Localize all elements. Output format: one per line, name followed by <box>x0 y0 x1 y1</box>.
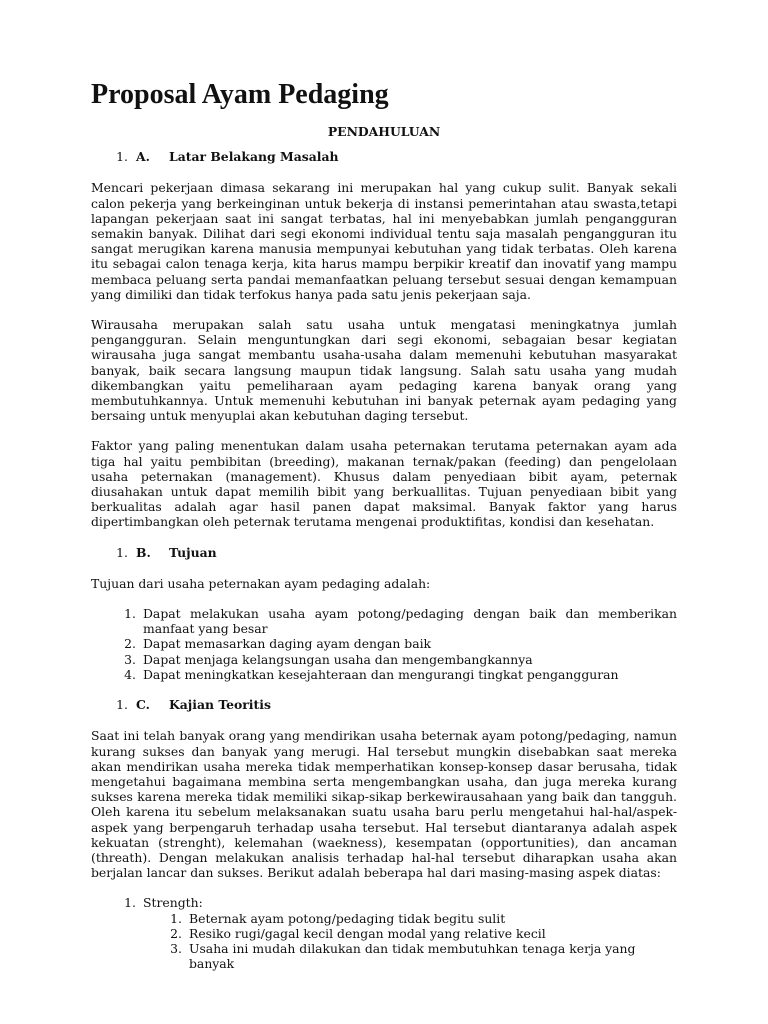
paragraph: Tujuan dari usaha peternakan ayam pedaging adalah: <box>91 575 431 591</box>
section-title: Tujuan <box>169 544 217 560</box>
paragraph: Faktor yang paling menentukan dalam usaha peternakan terutama peternakan ayam ada tiga hal yaitu pembibitan (breeding), makanan ternak/pakan (feeding) dan pengelolaan usaha peternakan (management). Khusus dalam penyediaan bibit ayam, peternak diusahakan untuk dapat memilih bibit yang berkuallitas. Tujuan penyediaan bibit yang berkualitas adalah agar hasil panen dapat maksimal. Banyak faktor yang harus dipertimbangkan oleh peternak terutama mengenai produktifitas, kondisi dan kesehatan. <box>91 438 677 530</box>
section-number: 1. <box>116 149 128 165</box>
list-item: 1. Dapat melakukan usaha ayam potong/pedaging dengan baik dan memberikan manfaat yang besar <box>124 606 677 637</box>
list-item: 2. Dapat memasarkan daging ayam dengan baik <box>124 636 432 652</box>
list-item: 2. Resiko rugi/gagal kecil dengan modal yang relative kecil <box>170 925 546 941</box>
section-letter: C. <box>136 697 150 713</box>
paragraph: Wirausaha merupakan salah satu usaha untuk mengatasi meningkatnya jumlah pengangguran. Selain menguntungkan dari segi ekonomi, sebagaian besar kegiatan wirausaha juga sangat membantu usaha-usaha dalam memenuhi kebutuhan masyarakat banyak, baik secara langsung maupun tidak langsung. Salah satu usaha yang mudah dikembangkan yaitu pemeliharaan ayam pedaging karena banyak orang yang membutuhkannya. Untuk memenuhi kebutuhan ini banyak peternak ayam pedaging yang bersaing untuk menyuplai akan kebutuhan daging tersebut. <box>91 317 677 424</box>
paragraph: Mencari pekerjaan dimasa sekarang ini merupakan hal yang cukup sulit. Banyak sekali calon pekerja yang berkeinginan untuk bekerja di instansi pemerintahan atau swasta,tetapi lapangan pekerjaan saat ini sangat terbatas, hal ini menyebabkan jumlah pengangguran semakin banyak. Dilihat dari segi ekonomi individual tentu saja masalah pengangguran itu sangat merugikan karena manusia mempunyai kebutuhan yang tidak terbatas. Oleh karena itu sebagai calon tenaga kerja, kita harus mampu berpikir kreatif dan inovatif yang mampu membaca peluang serta pandai memanfaatkan peluang tersebut sesuai dengan kemampuan yang dimiliki dan tidak terfokus hanya pada satu jenis pekerjaan saja. <box>91 180 677 302</box>
list-item: 1. Strength: <box>124 895 203 911</box>
section-letter: A. <box>136 149 150 165</box>
document-page <box>91 78 677 971</box>
chapter-heading: PENDAHULUAN <box>327 124 441 139</box>
section-title: Latar Belakang Masalah <box>169 149 339 165</box>
goals-list <box>91 606 677 682</box>
list-item: 3. Dapat menjaga kelangsungan usaha dan mengembangkannya <box>124 651 533 667</box>
document-title: Proposal Ayam Pedaging <box>91 79 389 110</box>
strength-points-list <box>91 911 677 972</box>
aspects-list <box>91 895 677 910</box>
section-heading-a <box>91 149 677 164</box>
section-number: 1. <box>116 697 128 713</box>
list-item: 1. Beternak ayam potong/pedaging tidak begitu sulit <box>170 910 506 926</box>
section-title: Kajian Teoritis <box>169 697 271 713</box>
section-heading-c <box>91 697 677 712</box>
list-item: 4. Dapat meningkatkan kesejahteraan dan mengurangi tingkat pengangguran <box>124 666 619 682</box>
paragraph: Saat ini telah banyak orang yang mendirikan usaha beternak ayam potong/pedaging, namun kurang sukses dan banyak yang merugi. Hal tersebut mungkin disebabkan saat mereka akan mendirikan usaha mereka tidak memperhatikan konsep-konsep dasar berusaha, tidak mengetahui bagaimana membina serta mengembangkan usaha, dan juga mereka kurang sukses karena mereka tidak memiliki sikap-sikap berkewirausahaan yang baik dan tangguh. Oleh karena itu sebelum melaksanakan suatu usaha baru perlu mengetahui hal-hal/aspek-aspek yang berpengaruh terhadap usaha tersebut. Hal tersebut diantaranya adalah aspek kekuatan (strenght), kelemahan (waekness), kesempatan (opportunities), dan ancaman (threath). Dengan melakukan analisis terhadap hal-hal tersebut diharapkan usaha akan berjalan lancar dan sukses. Berikut adalah beberapa hal dari masing-masing aspek diatas: <box>91 728 677 881</box>
section-number: 1. <box>116 544 128 560</box>
list-item: 3. Usaha ini mudah dilakukan dan tidak membutuhkan tenaga kerja yang banyak <box>170 940 636 972</box>
section-letter: B. <box>136 544 151 560</box>
section-heading-b <box>91 545 677 560</box>
